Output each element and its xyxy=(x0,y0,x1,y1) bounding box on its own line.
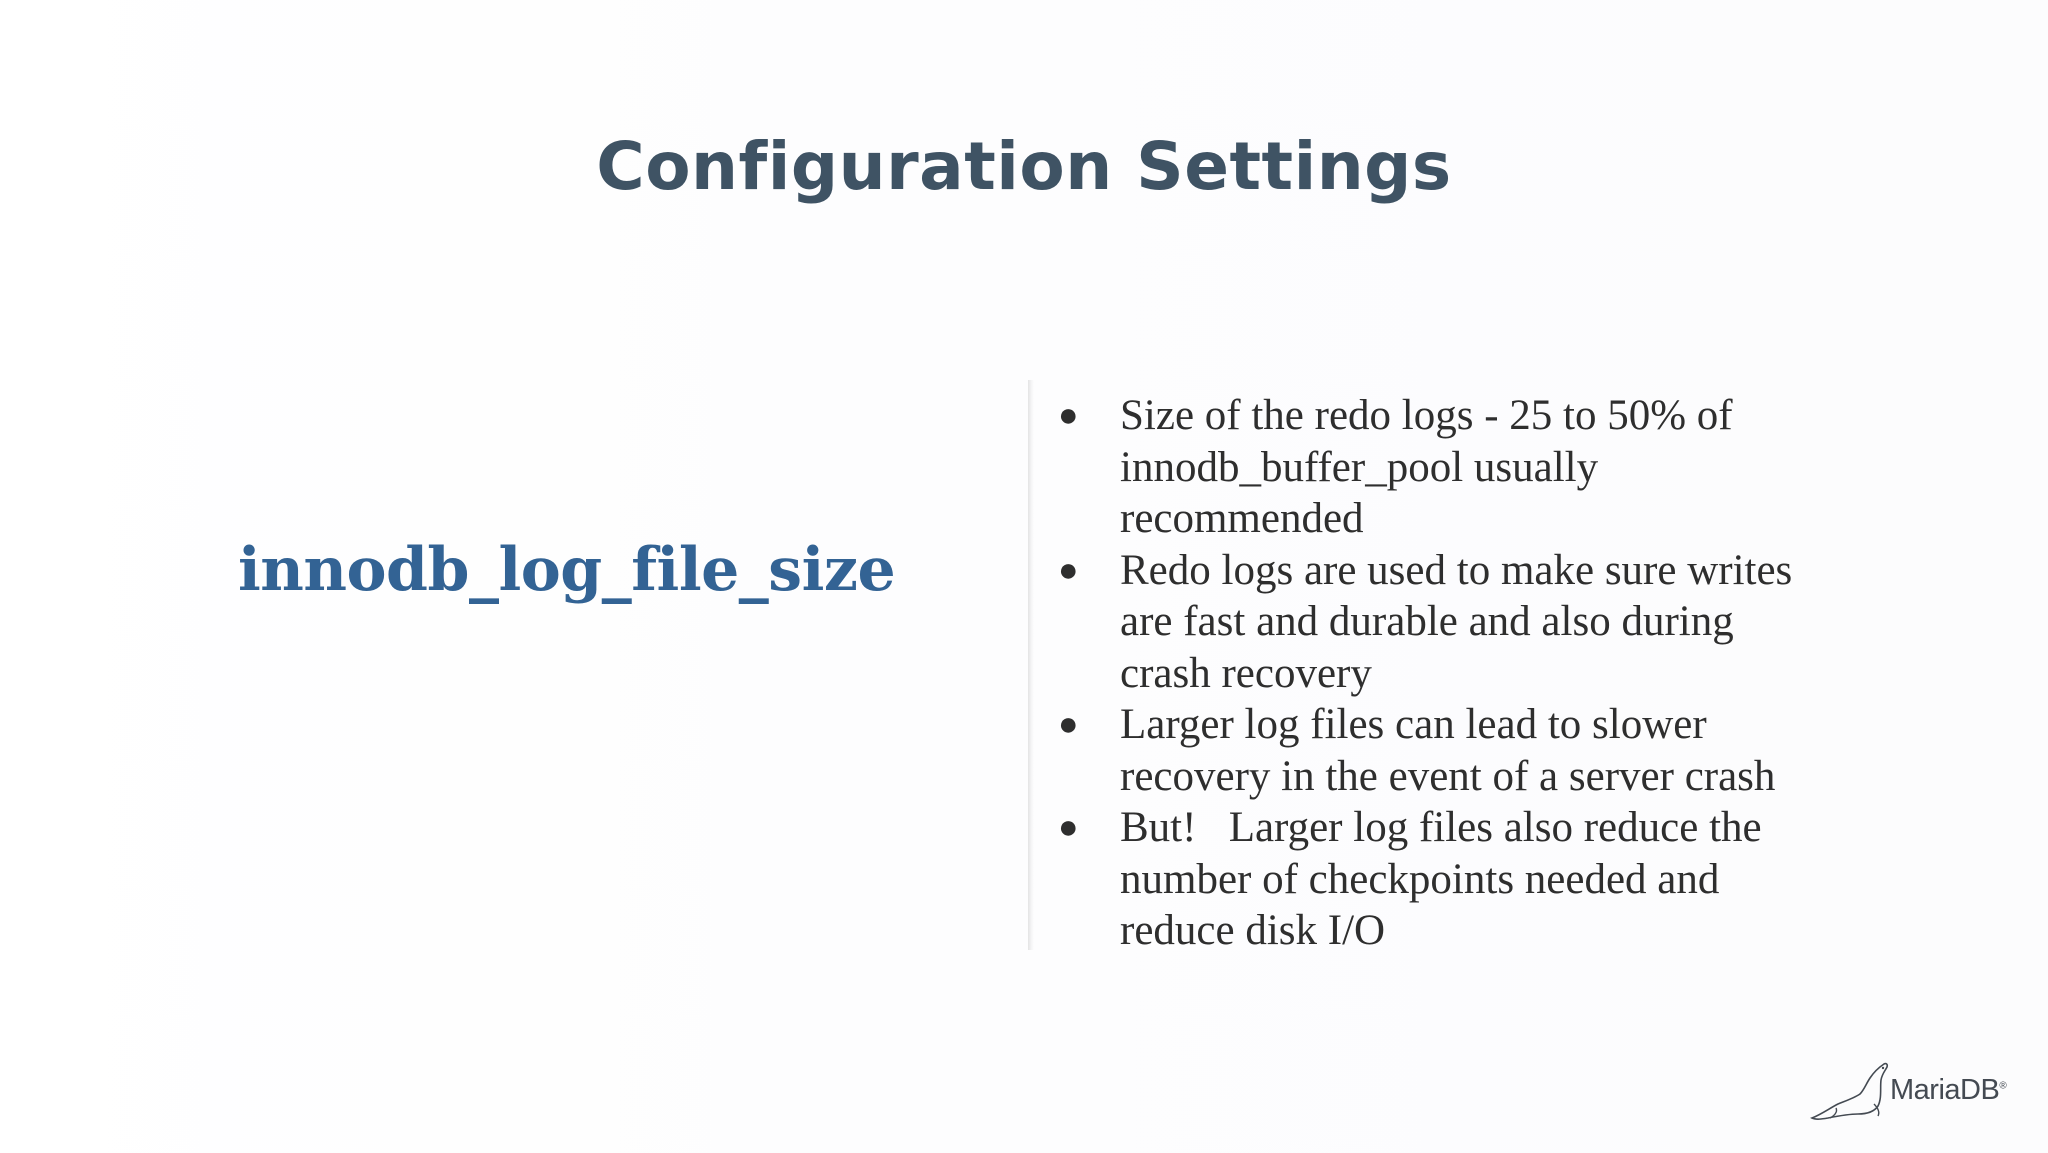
list-item xyxy=(1058,545,1958,700)
column-divider xyxy=(1028,380,1034,950)
bullet-icon: ● xyxy=(1058,706,1079,743)
bullet-icon: ● xyxy=(1058,397,1079,434)
list-item xyxy=(1058,699,1958,802)
bullet-line: reduce disk I/O xyxy=(1120,907,1386,954)
bullet-line: But! Larger log files also reduce the xyxy=(1120,804,1762,851)
bullet-icon: ● xyxy=(1058,551,1079,589)
mariadb-logo xyxy=(1808,1058,2006,1122)
seal-icon xyxy=(1808,1058,1898,1122)
bullet-list xyxy=(1058,390,1958,957)
bullet-line: are fast and durable and also during xyxy=(1120,598,1734,645)
bullet-line: recommended xyxy=(1120,495,1364,542)
bullet-line: recovery in the event of a server crash xyxy=(1120,752,1776,800)
setting-name: innodb_log_file_size xyxy=(238,535,896,605)
slide-title: Configuration Settings xyxy=(596,128,1452,205)
bullet-line: innodb_buffer_pool usually xyxy=(1120,443,1599,491)
list-item xyxy=(1058,390,1958,545)
bullet-icon: ● xyxy=(1058,809,1079,846)
bullet-line: Redo logs are used to make sure writes xyxy=(1120,546,1793,594)
bullet-line: Size of the redo logs - 25 to 50% of xyxy=(1120,392,1733,439)
list-item xyxy=(1058,802,1958,957)
bullet-line: crash recovery xyxy=(1120,649,1372,697)
bullet-line: Larger log files can lead to slower xyxy=(1120,701,1707,748)
logo-text: MariaDB® xyxy=(1890,1073,2007,1106)
bullet-line: number of checkpoints needed and xyxy=(1120,855,1720,903)
